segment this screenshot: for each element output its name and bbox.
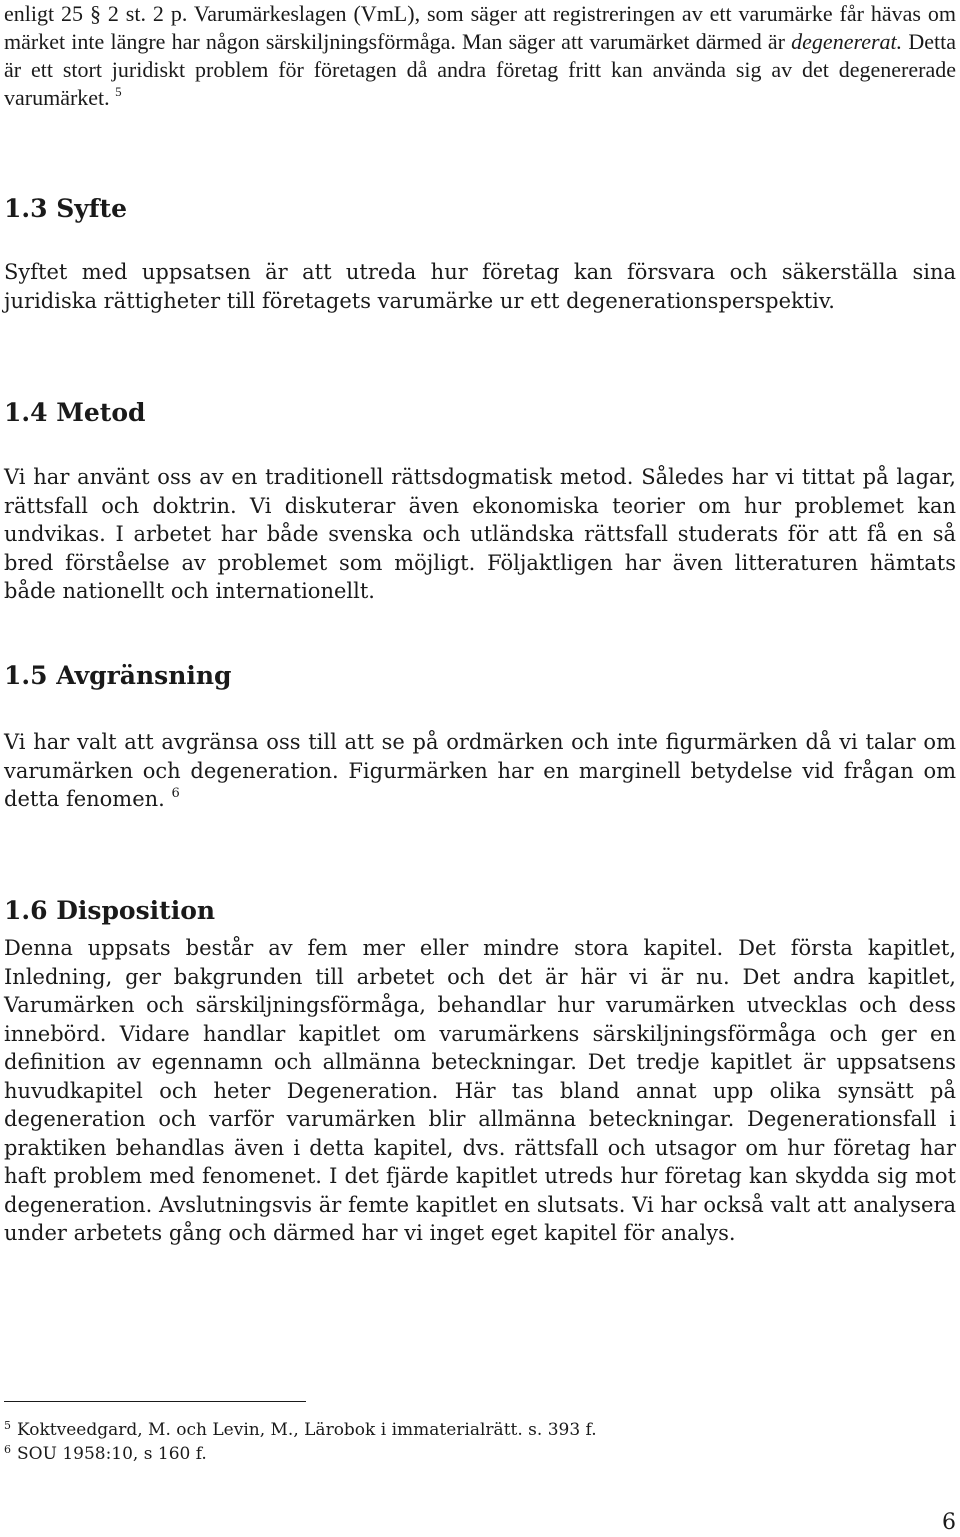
- section-body-metod: Vi har använt oss av en traditionell rättsdogmatisk metod. Således har vi tittat på lagar, rättsfall och doktrin. Vi diskuterar även ekonomiska teorier om hur problemet kan undvikas. I arbetet har både svenska och utländska rättsfall studerats för att få en så bred förståelse av problemet som möjligt. Följaktligen har även litteraturen hämtats både nationellt och internationellt.: [4, 465, 956, 603]
- avgransning-text: Vi har valt att avgränsa oss till att se på ordmärken och inte figurmärken då vi talar om varumärken och degeneration. Figurmärken har en marginell betydelse vid frågan om detta fenomen.: [4, 730, 956, 811]
- intro-text-continued: Detta är ett stort juridiskt problem för företagen då andra företag fritt kan använda sig av det degenererade varumärket.: [4, 29, 956, 110]
- footnote-ref-6: 6: [171, 786, 180, 801]
- footnote-text: SOU 1958:10, s 160 f.: [17, 1444, 207, 1464]
- section-heading-disposition: 1.6 Disposition: [4, 896, 216, 925]
- section-body-avgransning: [4, 728, 956, 814]
- section-heading-syfte: 1.3 Syfte: [4, 194, 127, 223]
- section-body-syfte: Syftet med uppsatsen är att utreda hur företag kan försvara och säkerställa sina juridiska rättigheter till företagets varumärke ur ett degenerationsperspektiv.: [4, 260, 956, 313]
- intro-text: enligt 25 § 2 st. 2 p. Varumärkeslagen (VmL), som säger att registreringen av ett varumärke får hävas om märket inte längre har någon särskiljningsförmåga. Man säger att varumärket därmed är: [4, 1, 956, 54]
- section-heading-avgransning: 1.5 Avgränsning: [4, 661, 232, 690]
- footnote-divider: [4, 1401, 306, 1402]
- footnote-text: Koktveedgard, M. och Levin, M., Lärobok i immaterialrätt. s. 393 f.: [17, 1420, 597, 1440]
- section-heading-metod: 1.4 Metod: [4, 398, 146, 427]
- footnote-number: 6: [4, 1443, 11, 1456]
- footnote-6: [4, 1443, 207, 1465]
- intro-italic-term: degenererat.: [791, 29, 903, 54]
- intro-paragraph: [4, 0, 956, 112]
- footnote-5: [4, 1419, 597, 1441]
- footnote-number: 5: [4, 1419, 11, 1432]
- footnote-ref-5: 5: [115, 84, 122, 99]
- section-body-disposition: Denna uppsats består av fem mer eller mindre stora kapitel. Det första kapitlet, Inledning, ger bakgrunden till arbetet och det är här vi är nu. Det andra kapitlet, Varumärken och särskiljningsförmåga, behandlar hur varumärken utvecklas och dess innebörd. Vidare handlar kapitlet om varumärkens särskiljningsförmåga och ger en definition av egennamn och allmänna beteckningar. Det tredje kapitlet är uppsatsens huvudkapitel och heter Degeneration. Här tas bland annat upp olika synsätt på degeneration och varför varumärken blir allmänna beteckningar. Degenerationsfall i praktiken behandlas även i detta kapitel, dvs. rättsfall och utsagor om hur företag har haft problem med fenomenet. I det fjärde kapitlet utreds hur företag kan skydda sig mot degeneration. Avslutningsvis är femte kapitlet en slutsats. Vi har också valt att analysera under arbetets gång och därmed har vi inget eget kapitel för analys.: [4, 936, 956, 1245]
- page-number: 6: [942, 1510, 956, 1535]
